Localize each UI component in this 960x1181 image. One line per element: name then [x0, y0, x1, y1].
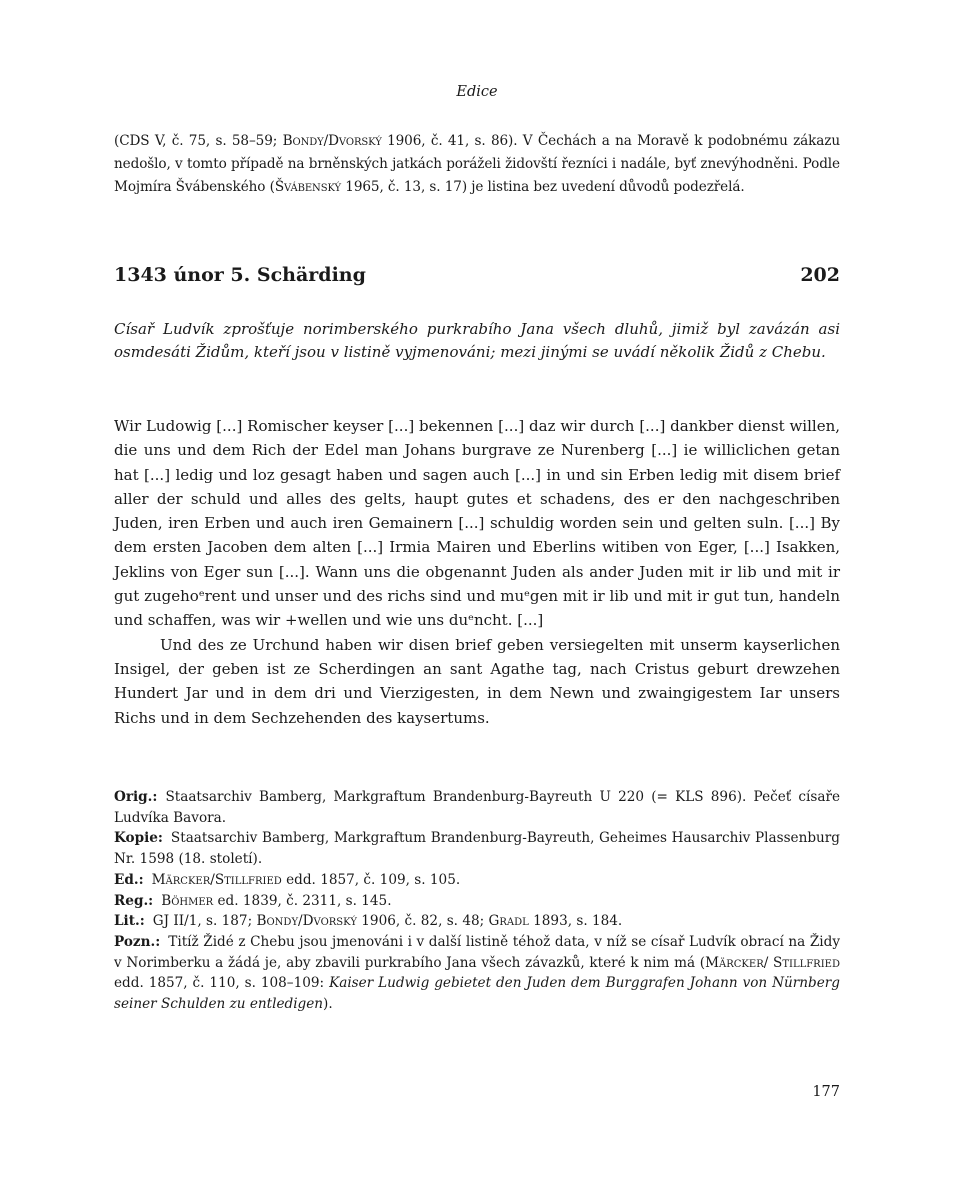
running-head: Edice	[456, 84, 498, 100]
note-text: GJ II/1, s. 187;	[152, 913, 257, 930]
intro-paragraph	[114, 130, 840, 199]
page-number: 177	[812, 1084, 840, 1100]
note-text: Staatsarchiv Bamberg, Markgraftum Brandenburg-Bayreuth, Geheimes Hausarchiv Plassenburg Nr. 1598 (18. století).	[114, 830, 840, 868]
note-label: Reg.:	[114, 892, 154, 909]
note-author: Märcker/ Stillfried	[705, 954, 840, 971]
transcription-paragraph: Und des ze Urchund haben wir disen brief geben versiegelten mit unserm kayserlichen Insigel, der geben ist ze Scherdingen an sant Agathe tag, nach Cristus geburt drewzehen Hundert Jar und in dem dri und Vierzigesten, in dem Newn und zwaingigestem Iar unsers Richs und in dem Sechzehenden des kaysertums.	[114, 635, 840, 727]
document-regest: Císař Ludvík zprošťuje norimberského purkrabího Jana všech dluhů, jimiž byl zavázán asi osmdesáti Židům, kteří jsou v listině vyjmenováni; mezi jinými se uvádí několik Židů z Chebu.	[114, 320, 840, 361]
note-quoted-title: Kaiser Ludwig gebietet den Juden dem Burggrafen Johann von Nürnberg seiner Schulden zu entledigen	[114, 975, 840, 1013]
document-heading	[114, 264, 840, 286]
intro-text: 1965, č. 13, s. 17) je listina bez uvedení důvodů podezřelá.	[341, 179, 745, 195]
note-author: Märcker/Stillfried	[151, 871, 282, 888]
note-lit	[114, 911, 840, 932]
note-author: Böhmer	[161, 892, 214, 909]
note-label: Lit.:	[114, 913, 145, 930]
note-text: ).	[323, 996, 333, 1013]
note-label: Pozn.:	[114, 933, 161, 950]
note-author: Bondy/Dvorský	[256, 913, 357, 930]
note-text: ed. 1839, č. 2311, s. 145.	[213, 892, 392, 909]
intro-citation-author: Švábenský	[274, 179, 342, 195]
note-text: Staatsarchiv Bamberg, Markgraftum Brandenburg-Bayreuth U 220 (= KLS 896). Pečeť císaře Ludvíka Bavora.	[114, 789, 840, 826]
note-label: Ed.:	[114, 871, 144, 888]
intro-text: 1906, č. 41, s. 86). V Čechách a na Moravě k podobnému zákazu nedošlo, v tomto případě na brněnských jatkách poráželi židovští řezníci i nadále, byť znevýhodněni. Podle Mojmíra Švábenského (	[114, 133, 840, 195]
note-kopie	[114, 828, 840, 869]
note-author: Gradl	[488, 913, 529, 930]
note-text: 1893, s. 184.	[528, 913, 623, 930]
note-label: Kopie:	[114, 830, 163, 847]
intro-citation-author: Bondy/Dvorský	[282, 133, 382, 149]
transcription-paragraph: Wir Ludowig [...] Romischer keyser [...] bekennen [...] daz wir durch [...] dankber dienst willen, die uns und dem Rich der Edel man Johans burgrave ze Nurenberg [...] ie williclichen getan hat [...] ledig und loz gesagt haben und sagen auch [...] in und sin Erben ledig mit disem brief aller der schuld und alles des gelts, haupt gutes et schadens, des er den nachgeschriben Juden, iren Erben und auch iren Gemainern [...] schuldig worden sein und gelten suln. [...] By dem ersten Jacoben dem alten [...] Irmia Mairen und Eberlins witiben von Eger, [...] Isakken, Jeklins von Eger sun [...]. Wann uns die obgenannt Juden als ander Juden mit ir lib und mit ir gut zugehoᵉrent und unser und des richs sind und muᵉgen mit ir lib und mit ir gut tun, handeln und schaffen, was wir +wellen und wie uns duᵉncht. [...]	[114, 417, 840, 630]
document-date-place: 1343 únor 5. Schärding	[114, 264, 366, 286]
note-text: Titíž Židé z Chebu jsou jmenováni i v další listině téhož data, v níž se císař Ludvík obrací na Židy v Norimberku a žádá je, aby zbavili purkrabího Jana všech závazků, které k nim má (	[114, 933, 840, 971]
intro-text: (CDS V, č. 75, s. 58–59;	[114, 133, 283, 149]
note-text: edd. 1857, č. 110, s. 108–109:	[114, 975, 330, 992]
note-orig	[114, 787, 840, 828]
document-number: 202	[800, 264, 840, 286]
apparatus-notes	[114, 787, 840, 1015]
document-transcription	[114, 414, 840, 730]
note-pozn	[114, 932, 840, 1015]
note-text: 1906, č. 82, s. 48;	[356, 913, 489, 930]
note-text: edd. 1857, č. 109, s. 105.	[281, 871, 461, 888]
note-ed	[114, 870, 840, 891]
note-label: Orig.:	[114, 789, 158, 805]
note-reg	[114, 891, 840, 912]
